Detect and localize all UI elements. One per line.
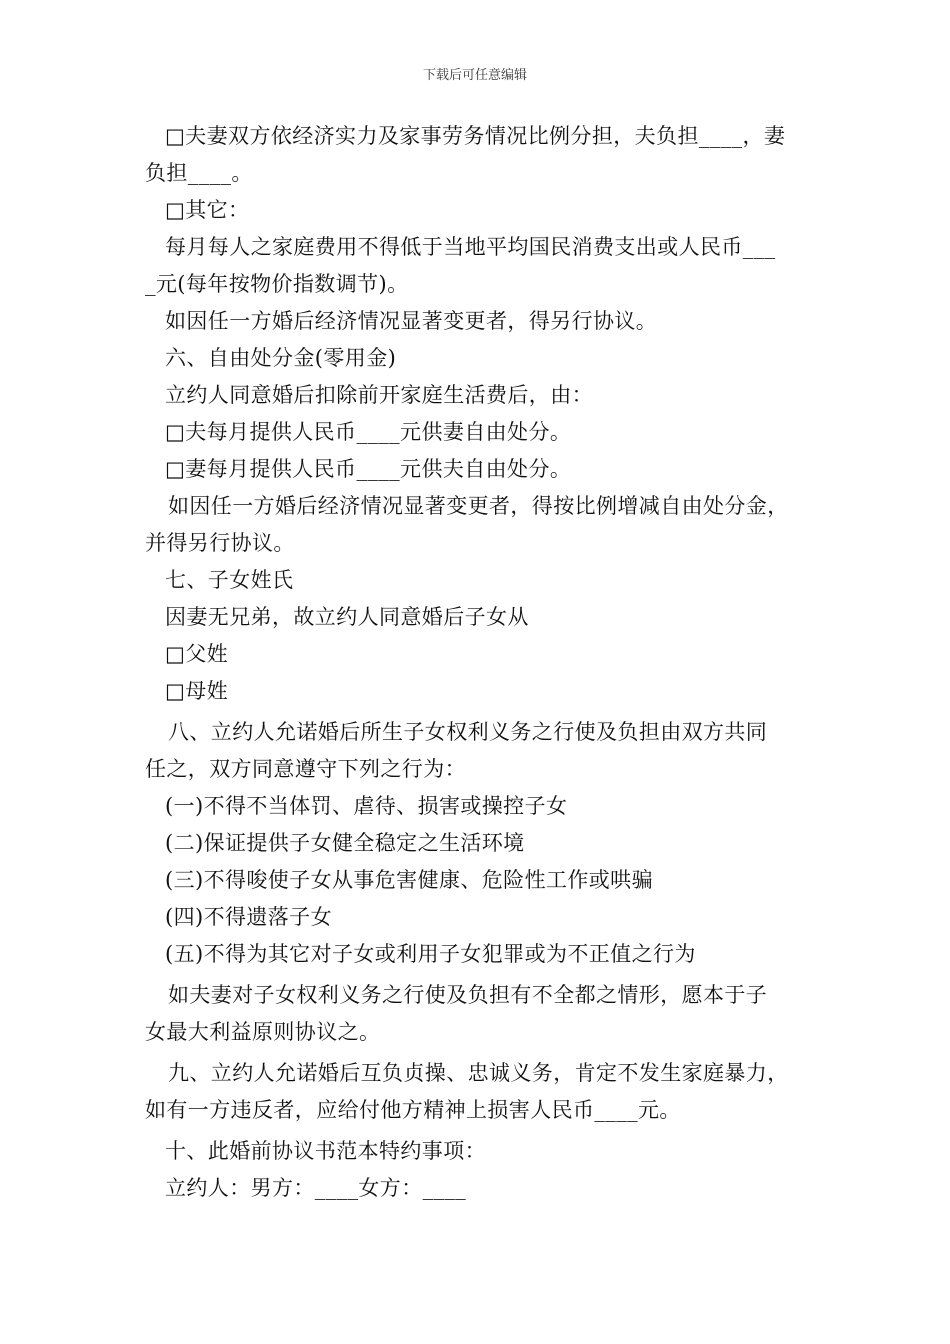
text-line: 如有一方违反者，应给付他方精神上损害人民币____元。: [145, 1098, 681, 1122]
text-line: 并得另行协议。: [145, 531, 295, 555]
section-heading: 十、此婚前协议书范本特约事项：: [165, 1139, 486, 1163]
text-line: 如夫妻对子女权利义务之行使及负担有不全都之情形，愿本于子: [168, 983, 768, 1007]
checkbox-option: □妻每月提供人民币____元供夫自由处分。: [165, 457, 572, 481]
document-body: [145, 118, 825, 1207]
section-heading: 八、立约人允诺婚后所生子女权利义务之行使及负担由双方共同: [168, 720, 768, 744]
section-heading: 六、自由处分金(零用金): [165, 346, 397, 370]
text-line: 如因任一方婚后经济情况显著变更者，得另行协议。: [165, 309, 658, 333]
checkbox-option: □母姓: [165, 679, 229, 703]
text-line: 女最大利益原则协议之。: [145, 1020, 381, 1044]
section-heading: 七、子女姓氏: [165, 568, 294, 592]
page-header: 下载后可任意编辑: [422, 68, 527, 83]
text-line: 负担____。: [145, 161, 253, 185]
list-item: (二)保证提供子女健全稳定之生活环境: [165, 831, 525, 855]
text-line: □夫妻双方依经济实力及家事劳务情况比例分担，夫负担____，妻: [165, 124, 786, 148]
text-line: 每月每人之家庭费用不得低于当地平均国民消费支出或人民币___: [165, 235, 776, 259]
signature-line: 立约人：男方：____女方：____: [165, 1176, 467, 1200]
list-item: (三)不得唆使子女从事危害健康、危险性工作或哄骗: [165, 868, 653, 892]
list-item: (四)不得遗落子女: [165, 905, 332, 929]
checkbox-option: □夫每月提供人民币____元供妻自由处分。: [165, 420, 572, 444]
text-line: _元(每年按物价指数调节)。: [145, 272, 409, 296]
checkbox-option: □父姓: [165, 642, 229, 666]
text-line: □其它：: [165, 198, 250, 222]
list-item: (五)不得为其它对子女或利用子女犯罪或为不正值之行为: [165, 942, 696, 966]
text-line: 立约人同意婚后扣除前开家庭生活费后，由：: [165, 383, 593, 407]
list-item: (一)不得不当体罚、虐待、损害或操控子女: [165, 794, 568, 818]
section-heading: 九、立约人允诺婚后互负贞操、忠诚义务，肯定不发生家庭暴力，: [168, 1061, 789, 1085]
text-line: 如因任一方婚后经济情况显著变更者，得按比例增减自由处分金，: [168, 494, 789, 518]
text-line: 因妻无兄弟，故立约人同意婚后子女从: [165, 605, 529, 629]
text-line: 任之，双方同意遵守下列之行为：: [145, 757, 466, 781]
